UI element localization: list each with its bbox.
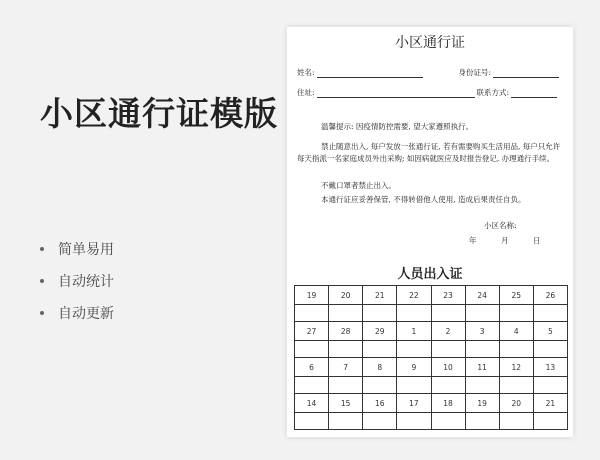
blank-cell (397, 413, 431, 430)
blank-cell (397, 341, 431, 358)
blank-cell (295, 377, 329, 394)
date-cell: 13 (533, 358, 567, 377)
address-line (317, 90, 475, 98)
blank-cell (533, 341, 567, 358)
blank-cell (499, 377, 533, 394)
date-cell: 5 (533, 322, 567, 341)
template-preview (287, 27, 573, 437)
blank-cell (533, 377, 567, 394)
blank-cell (329, 413, 363, 430)
blank-cell (431, 377, 465, 394)
blank-cell (363, 377, 397, 394)
date-cell: 3 (465, 322, 499, 341)
record-title: 人员出入证 (397, 267, 463, 282)
blank-cell (397, 305, 431, 322)
date-cell: 28 (329, 322, 363, 341)
date-row (295, 322, 568, 341)
blank-cell (533, 413, 567, 430)
month-label: 月 (501, 236, 509, 245)
id-line (493, 70, 559, 78)
date-cell: 15 (329, 394, 363, 413)
date-cell: 18 (431, 394, 465, 413)
name-label: 姓名: (297, 68, 315, 77)
blank-row (295, 377, 568, 394)
date-row (295, 358, 568, 377)
blank-row (295, 305, 568, 322)
date-cell: 26 (533, 286, 567, 305)
date-cell: 9 (397, 358, 431, 377)
blank-cell (397, 377, 431, 394)
rules-paragraph: 禁止随意出入, 每户发放一张通行证, 若有需要购买生活用品, 每户只允许每天指派一名家庭成员外出采购; 如因病就医应及时报告登记, 办理通行手续。 (297, 142, 561, 163)
date-cell: 4 (499, 322, 533, 341)
blank-cell (465, 413, 499, 430)
date-cell: 1 (397, 322, 431, 341)
date-cell: 2 (431, 322, 465, 341)
blank-row (295, 413, 568, 430)
rule-mask: 不戴口罩者禁止出入。 (321, 181, 396, 190)
blank-cell (431, 305, 465, 322)
blank-cell (363, 413, 397, 430)
blank-cell (363, 341, 397, 358)
blank-cell (499, 305, 533, 322)
id-label: 身份证号: (458, 68, 492, 77)
feature-label: 自动统计 (58, 274, 114, 290)
name-id-row (297, 67, 563, 78)
blank-cell (431, 413, 465, 430)
address-contact-row (297, 87, 563, 98)
entry-record-table (294, 285, 568, 430)
blank-cell (295, 341, 329, 358)
date-cell: 12 (499, 358, 533, 377)
rule-pass: 本通行证应妥善保管, 不得转借他人使用, 造成后果责任自负。 (321, 195, 526, 204)
date-cell: 23 (431, 286, 465, 305)
date-cell: 19 (465, 394, 499, 413)
blank-cell (329, 305, 363, 322)
feature-item (40, 233, 114, 265)
date-row (295, 286, 568, 305)
date-cell: 22 (397, 286, 431, 305)
day-label: 日 (533, 236, 541, 245)
blank-cell (295, 305, 329, 322)
community-label: 小区名称: (484, 221, 517, 230)
bullet-icon (40, 311, 44, 315)
date-cell: 16 (363, 394, 397, 413)
date-row (295, 394, 568, 413)
contact-label: 联系方式: (476, 88, 510, 97)
blank-cell (499, 341, 533, 358)
blank-cell (465, 377, 499, 394)
blank-cell (363, 305, 397, 322)
feature-item (40, 297, 114, 329)
date-cell: 29 (363, 322, 397, 341)
bullet-icon (40, 279, 44, 283)
year-label: 年 (469, 236, 477, 245)
name-line (317, 70, 423, 78)
date-cell: 20 (499, 394, 533, 413)
date-cell: 25 (499, 286, 533, 305)
date-cell: 11 (465, 358, 499, 377)
blank-cell (499, 413, 533, 430)
date-cell: 21 (533, 394, 567, 413)
document-title: 小区通行证 (395, 35, 465, 51)
bullet-icon (40, 247, 44, 251)
address-label: 住址: (297, 88, 315, 97)
blank-cell (329, 341, 363, 358)
feature-item (40, 265, 114, 297)
date-cell: 19 (295, 286, 329, 305)
blank-cell (465, 341, 499, 358)
feature-label: 简单易用 (58, 242, 114, 258)
date-cell: 24 (465, 286, 499, 305)
date-cell: 27 (295, 322, 329, 341)
blank-cell (465, 305, 499, 322)
date-cell: 17 (397, 394, 431, 413)
date-cell: 14 (295, 394, 329, 413)
date-cell: 10 (431, 358, 465, 377)
blank-row (295, 341, 568, 358)
page-title: 小区通行证模版 (40, 94, 278, 133)
blank-cell (295, 413, 329, 430)
date-cell: 20 (329, 286, 363, 305)
date-cell: 6 (295, 358, 329, 377)
date-cell: 8 (363, 358, 397, 377)
blank-cell (533, 305, 567, 322)
date-cell: 7 (329, 358, 363, 377)
feature-list (40, 233, 114, 329)
date-cell: 21 (363, 286, 397, 305)
feature-label: 自动更新 (58, 306, 114, 322)
blank-cell (329, 377, 363, 394)
notice-text: 温馨提示: 因疫情防控需要, 望大家遵照执行。 (321, 122, 474, 131)
blank-cell (431, 341, 465, 358)
contact-line (511, 90, 557, 98)
